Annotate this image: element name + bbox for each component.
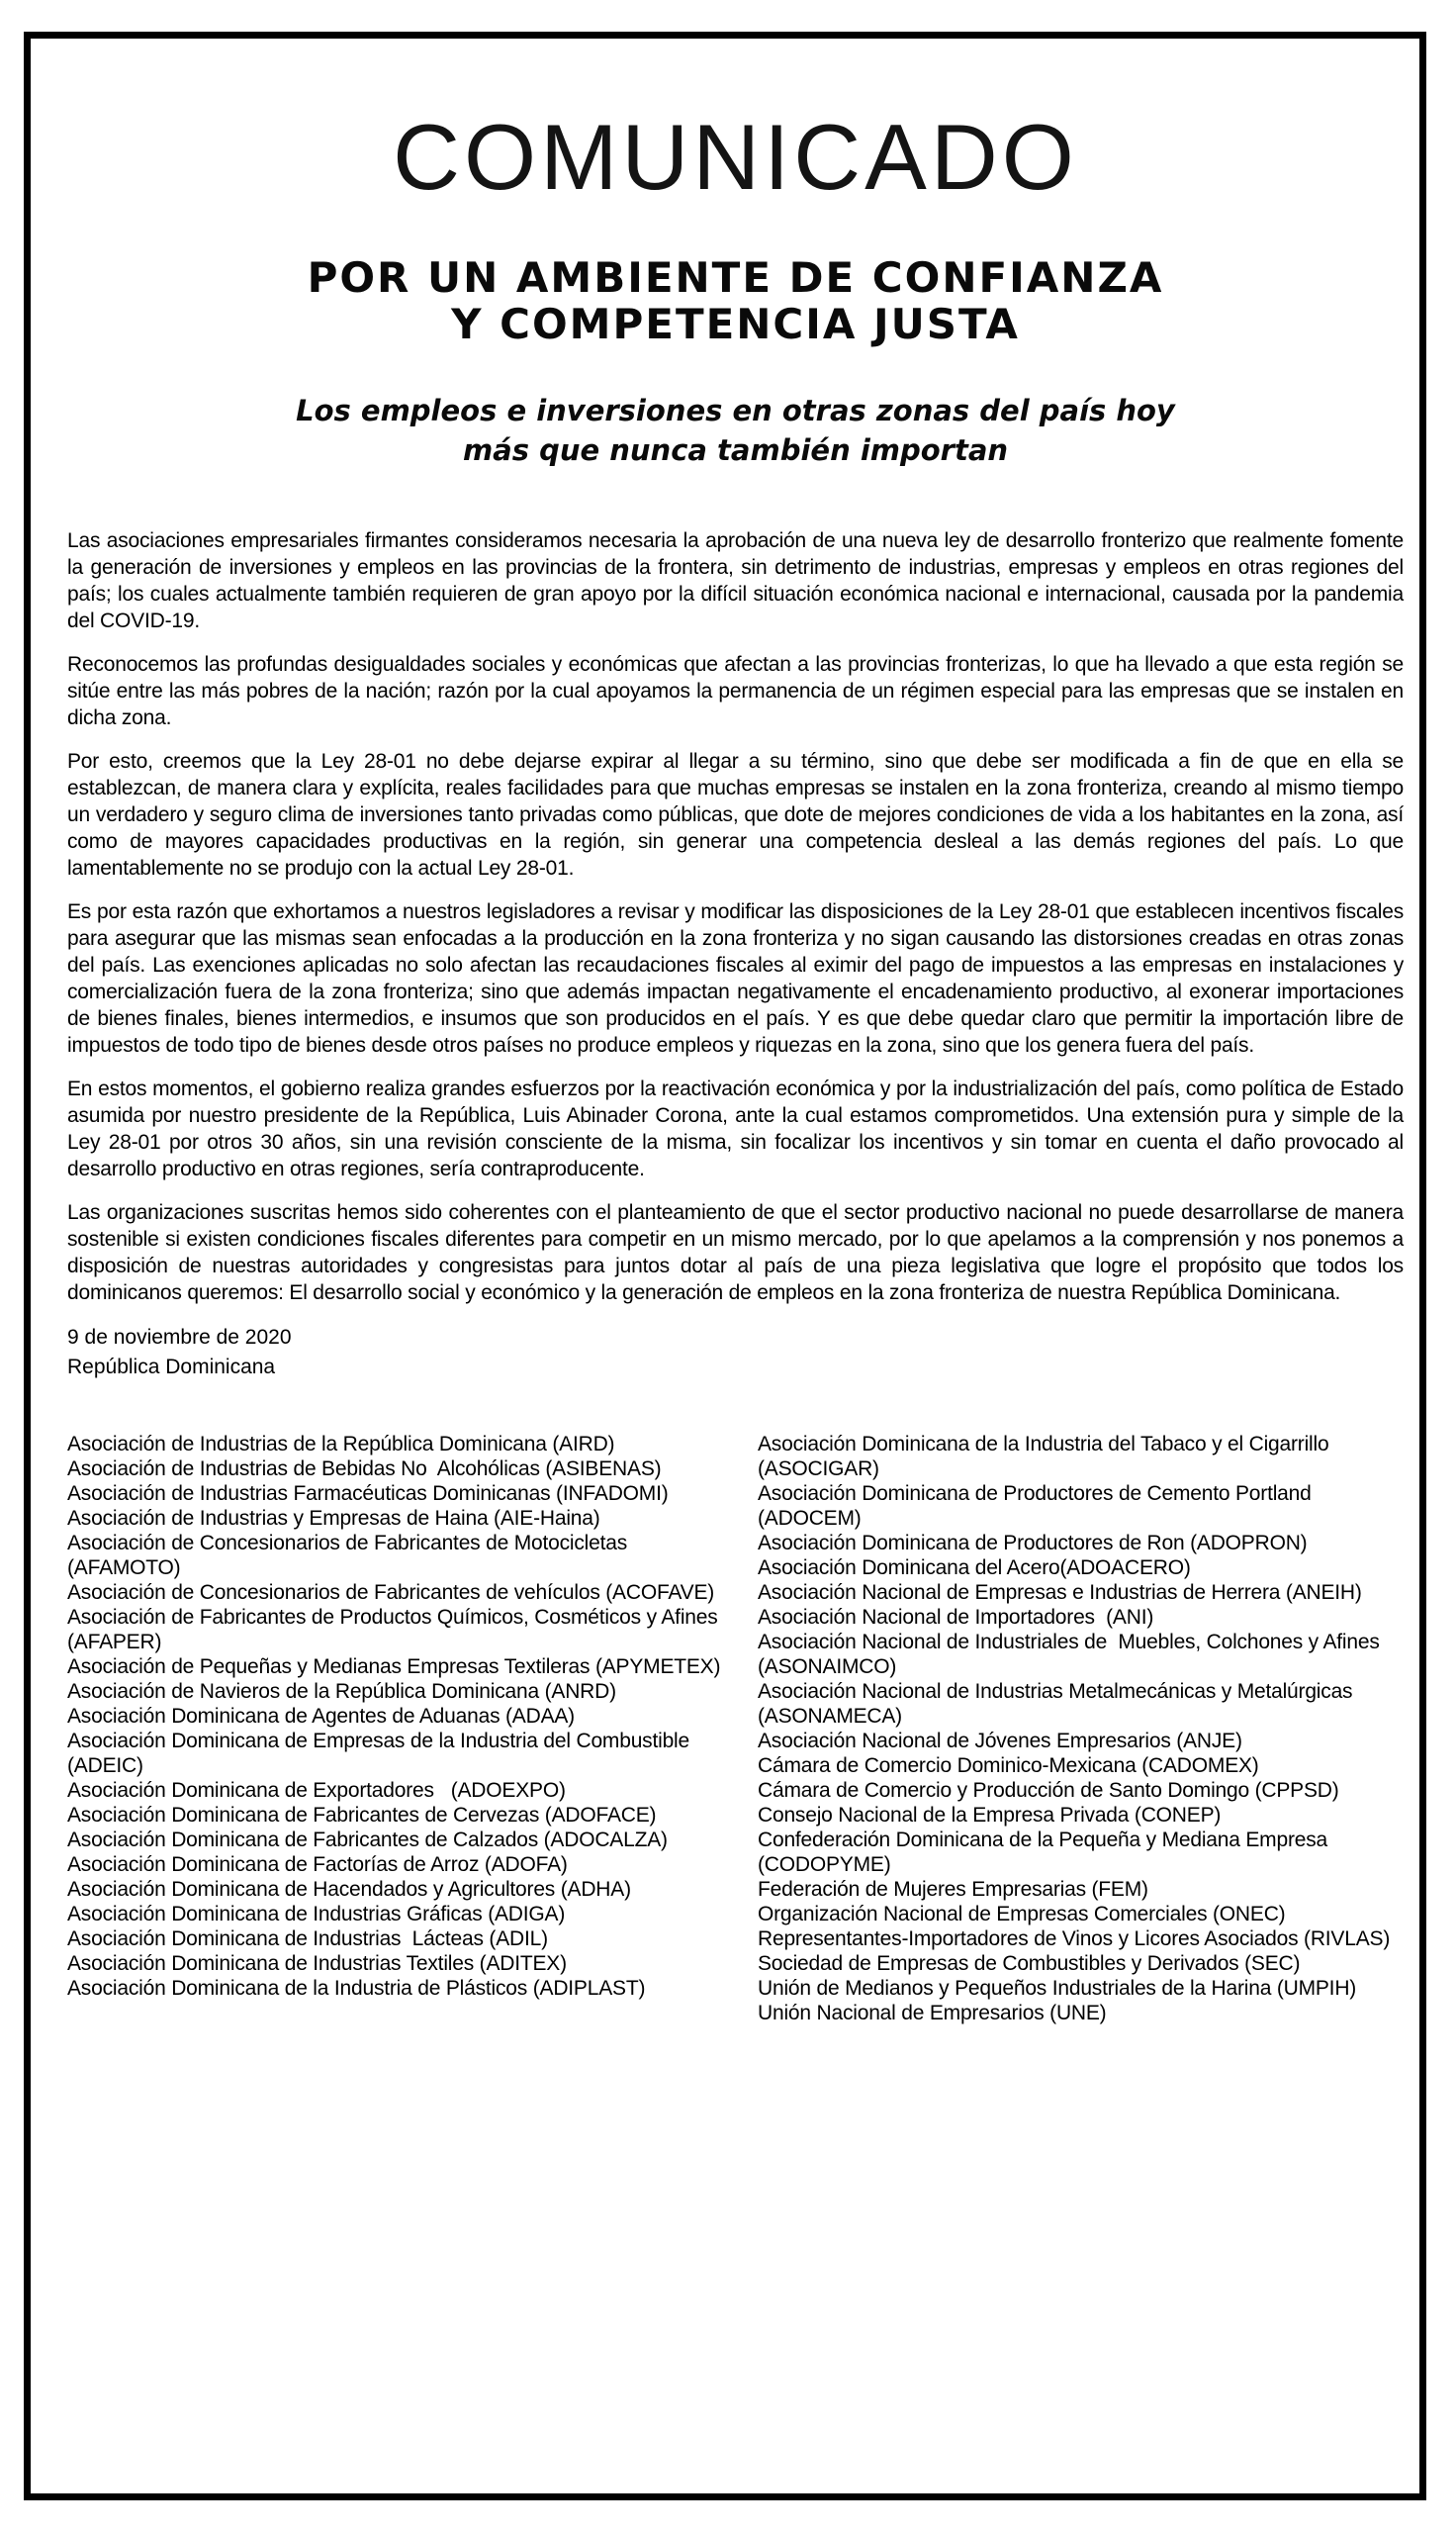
signatory-list-item: Federación de Mujeres Empresarias (FEM) bbox=[758, 1878, 1148, 1901]
body-text bbox=[67, 527, 1404, 1306]
signatory-list-item: Organización Nacional de Empresas Comerciales (ONEC) bbox=[758, 1903, 1286, 1925]
signatory-list-item: Asociación Dominicana de Agentes de Aduanas (ADAA) bbox=[67, 1705, 575, 1728]
page-content bbox=[67, 39, 1404, 2025]
signatory-list-item: Confederación Dominicana de la Pequeña y Mediana Empresa (CODOPYME) bbox=[758, 1829, 1333, 1876]
signatory-list-item: Asociación de Industrias Farmacéuticas Dominicanas (INFADOMI) bbox=[67, 1482, 669, 1505]
signatory-list-item: Asociación de Industrias de la República Dominicana (AIRD) bbox=[67, 1433, 615, 1455]
paragraph-1: Las asociaciones empresariales firmantes consideramos necesaria la aprobación de una nueva ley de desarrollo fronterizo que realmente fomente la generación de inversiones y empleos en las provincias de la frontera, sin detrimento de industrias, empresas y empleos en otras regiones del país; los cuales actualmente también requieren de gran apoyo por la difícil situación económica nacional e internacional, causada por la pandemia del COVID-19. bbox=[67, 529, 1404, 632]
signatory-list-item: Consejo Nacional de la Empresa Privada (CONEP) bbox=[758, 1804, 1222, 1827]
signatory-list-item: Representantes-Importadores de Vinos y Licores Asociados (RIVLAS) bbox=[758, 1927, 1391, 1950]
signatory-list-item: Unión de Medianos y Pequeños Industriales de la Harina (UMPIH) bbox=[758, 1977, 1357, 2000]
paragraph-4: Es por esta razón que exhortamos a nuestros legisladores a revisar y modificar las disposiciones de la Ley 28-01 que establecen incentivos fiscales para asegurar que las mismas sean enfocadas a la producción en la zona fronteriza y no sigan causando las distorsiones creadas en otras zonas del país. Las exenciones aplicadas no solo afectan las recaudaciones fiscales al eximir del pago de impuestos a las empresas en instalaciones y comercialización fuera de la zona fronteriza; sino que además impactan negativamente el encadenamiento productivo, al exonerar importaciones de bienes finales, bienes intermedios, e insumos que son producidos en el país. Y es que debe quedar claro que permitir la importación libre de impuestos de todo tipo de bienes desde otros países no produce empleos y riquezas en la zona, sino que los genera fuera del país. bbox=[67, 900, 1404, 1057]
signatory-list-item: Asociación Nacional de Empresas e Industrias de Herrera (ANEIH) bbox=[758, 1581, 1362, 1604]
subtitle-line-2: más que nunca también importan bbox=[462, 433, 1009, 467]
signatory-list-item: Cámara de Comercio Dominico-Mexicana (CADOMEX) bbox=[758, 1754, 1259, 1777]
signatory-list-item: Asociación de Concesionarios de Fabricantes de Motocicletas (AFAMOTO) bbox=[67, 1532, 633, 1579]
signatory-list-item: Asociación de Industrias de Bebidas No Alcohólicas (ASIBENAS) bbox=[67, 1457, 662, 1480]
signatory-list-item: Asociación de Navieros de la República Dominicana (ANRD) bbox=[67, 1680, 616, 1703]
signatory-list-item: Asociación Dominicana de la Industria del Tabaco y el Cigarrillo (ASOCIGAR) bbox=[758, 1433, 1335, 1480]
dateline bbox=[67, 1323, 1404, 1382]
signatory-list-item: Asociación Dominicana de Fabricantes de Cervezas (ADOFACE) bbox=[67, 1804, 657, 1827]
signatory-list-item: Asociación Dominicana de Factorías de Arroz (ADOFA) bbox=[67, 1853, 568, 1876]
signatory-list-item: Asociación Dominicana de Hacendados y Agricultores (ADHA) bbox=[67, 1878, 631, 1901]
signatory-list-item: Asociación Dominicana del Acero(ADOACERO) bbox=[758, 1556, 1191, 1579]
paragraph-2: Reconocemos las profundas desigualdades sociales y económicas que afectan a las provincias fronterizas, lo que ha llevado a que esta región se sitúe entre las más pobres de la nación; razón por la cual apoyamos la permanencia de un régimen especial para las empresas que se instalen en dicha zona. bbox=[67, 653, 1404, 729]
signatory-list-item: Asociación Nacional de Jóvenes Empresarios (ANJE) bbox=[758, 1730, 1242, 1752]
document-title: COMUNICADO bbox=[393, 105, 1078, 209]
paragraph-6: Las organizaciones suscritas hemos sido coherentes con el planteamiento de que el sector productivo nacional no puede desarrollarse de manera sostenible si existen condiciones fiscales diferentes para competir en un mismo mercado, por lo que apelamos a la comprensión y nos ponemos a disposición de nuestras autoridades y congresistas para juntos dotar al país de una pieza legislativa que logre el propósito que todos los dominicanos queremos: El desarrollo social y económico y la generación de empleos en la zona fronteriza de nuestra República Dominicana. bbox=[67, 1201, 1404, 1304]
main-heading bbox=[67, 254, 1404, 347]
signatory-list-item: Asociación Nacional de Industriales de Muebles, Colchones y Afines (ASONAIMCO) bbox=[758, 1631, 1386, 1678]
signatory-list-item: Asociación Dominicana de Fabricantes de Calzados (ADOCALZA) bbox=[67, 1829, 668, 1851]
signatory-list-item: Asociación Dominicana de Productores de Cemento Portland (ADOCEM) bbox=[758, 1482, 1318, 1530]
signatory-list-item: Asociación Dominicana de Productores de Ron (ADOPRON) bbox=[758, 1532, 1308, 1554]
signatory-list-item: Asociación Dominicana de la Industria de Plásticos (ADIPLAST) bbox=[67, 1977, 646, 2000]
dateline-country: República Dominicana bbox=[67, 1356, 276, 1378]
heading-line-1: POR UN AMBIENTE DE CONFIANZA bbox=[307, 253, 1164, 302]
signatory-list-item: Asociación Nacional de Importadores (ANI) bbox=[758, 1606, 1154, 1629]
paragraph-3: Por esto, creemos que la Ley 28-01 no debe dejarse expirar al llegar a su término, sino que debe ser modificada a fin de que en ella se establezcan, de manera clara y explícita, reales facilidades para que muchas empresas se instalen en la zona fronteriza, creando al mismo tiempo un verdadero y seguro clima de inversiones tanto privadas como públicas, que dote de mejores condiciones de vida a los habitantes en la zona, así como de mayores capacidades productivas en la región, sin generar una competencia desleal a las demás regiones del país. Lo que lamentablemente no se produjo con la actual Ley 28-01. bbox=[67, 750, 1404, 880]
signatory-list-item: Asociación de Industrias y Empresas de Haina (AIE-Haina) bbox=[67, 1507, 600, 1530]
signatory-list-item: Asociación de Fabricantes de Productos Químicos, Cosméticos y Afines (AFAPER) bbox=[67, 1606, 724, 1653]
subtitle bbox=[67, 391, 1404, 470]
signatory-list-item: Asociación Nacional de Industrias Metalmecánicas y Metalúrgicas (ASONAMECA) bbox=[758, 1680, 1358, 1728]
heading-line-2: Y COMPETENCIA JUSTA bbox=[451, 300, 1020, 348]
signatory-list-item: Cámara de Comercio y Producción de Santo Domingo (CPPSD) bbox=[758, 1779, 1339, 1802]
signatory-list-item: Sociedad de Empresas de Combustibles y Derivados (SEC) bbox=[758, 1952, 1301, 1975]
signatory-list-item: Asociación Dominicana de Exportadores (ADOEXPO) bbox=[67, 1779, 566, 1802]
dateline-date: 9 de noviembre de 2020 bbox=[67, 1326, 292, 1349]
subtitle-line-1: Los empleos e inversiones en otras zonas del país hoy bbox=[296, 394, 1175, 427]
signatory-list-item: Asociación Dominicana de Empresas de la Industria del Combustible (ADEIC) bbox=[67, 1730, 695, 1777]
signatory-list-item: Asociación Dominicana de Industrias Lácteas (ADIL) bbox=[67, 1927, 548, 1950]
signatories bbox=[67, 1432, 1404, 2025]
signatory-list-item: Asociación de Concesionarios de Fabricantes de vehículos (ACOFAVE) bbox=[67, 1581, 715, 1604]
signatories-right-column bbox=[758, 1432, 1404, 2025]
signatory-list-item: Asociación Dominicana de Industrias Gráficas (ADIGA) bbox=[67, 1903, 566, 1925]
signatory-list-item: Asociación de Pequeñas y Medianas Empresas Textileras (APYMETEX) bbox=[67, 1655, 721, 1678]
paragraph-5: En estos momentos, el gobierno realiza grandes esfuerzos por la reactivación económica y por la industrialización del país, como política de Estado asumida por nuestro presidente de la República, Luis Abinader Corona, ante la cual estamos comprometidos. Una extensión pura y simple de la Ley 28-01 por otros 30 años, sin una revisión consciente de la misma, sin focalizar los incentivos y sin tomar en cuenta el daño provocado al desarrollo productivo en otras regiones, sería contraproducente. bbox=[67, 1078, 1404, 1180]
signatory-list-item: Asociación Dominicana de Industrias Textiles (ADITEX) bbox=[67, 1952, 567, 1975]
signatories-left-column bbox=[67, 1432, 722, 2001]
signatory-list-item: Unión Nacional de Empresarios (UNE) bbox=[758, 2002, 1107, 2024]
